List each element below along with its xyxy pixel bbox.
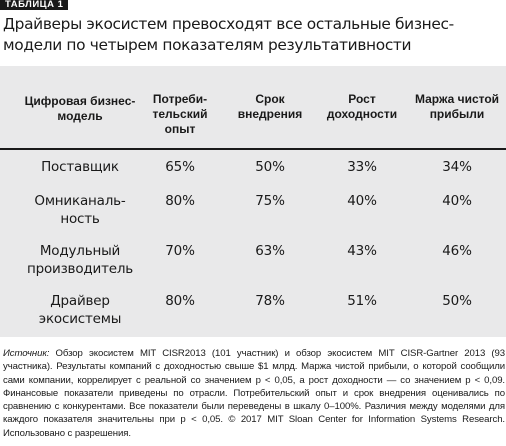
row-model-name: Драйвер экосистемы	[38, 293, 122, 327]
cell-net-margin: 50%	[442, 293, 472, 309]
row-model-name: Поставщик	[41, 159, 119, 175]
column-header-revenue-growth	[316, 92, 408, 122]
column-header-model-text: Цифровая бизнес-модель	[24, 94, 136, 123]
table-label: ТАБЛИЦА 1	[0, 0, 68, 10]
source-note	[3, 347, 505, 440]
cell-customer-experience: 80%	[165, 293, 195, 309]
cell-customer-experience: 80%	[165, 193, 195, 209]
column-header-time-to-market	[225, 92, 315, 122]
cell-revenue-growth: 43%	[347, 243, 377, 259]
cell-net-margin: 34%	[442, 159, 472, 175]
cell-time-to-market: 78%	[255, 293, 285, 309]
cell-customer-experience: 65%	[165, 159, 195, 175]
cell-revenue-growth: 40%	[347, 193, 377, 209]
source-label: Источник:	[3, 348, 50, 359]
column-header-customer-experience	[140, 92, 220, 137]
column-header-revenue-growth-text: Рост доходности	[326, 92, 398, 121]
cell-customer-experience: 70%	[165, 243, 195, 259]
table-title: Драйверы экосистем превосходят все остальные бизнес-модели по четырем показателям результативности	[3, 15, 454, 54]
source-note-text: Обзор экосистем MIT CISR2013 (101 участник) и обзор экосистем MIT CISR-Gartner 2013 (93 участника). Результаты компаний с доходностью свыше $1 млрд. Маржа чистой прибыли, о которой сообщили сами компании, коррелирует с реальной со значением p < 0,05, а рост доходности — со значением p < 0,09. Финансовые показатели приведены по отрасли. Потребительский опыт и срок внедрения оценивались по сравнению с конкурентами. Все показатели были переведены в шкалу 0–100%. Различия между моделями для каждого показателя значительны при p < 0,05. © 2017 MIT Sloan Center for Information Systems Research. Использовано с разрешения.	[3, 348, 505, 439]
cell-revenue-growth: 51%	[347, 293, 377, 309]
row-model-name: Модульный производитель	[26, 243, 134, 277]
cell-revenue-growth: 33%	[347, 159, 377, 175]
row-model-name: Омниканаль-ность	[34, 193, 126, 227]
column-header-model	[20, 94, 140, 124]
cell-time-to-market: 63%	[255, 243, 285, 259]
header-divider	[0, 148, 506, 150]
column-header-net-margin-text: Маржа чистой прибыли	[414, 92, 500, 121]
cell-time-to-market: 75%	[255, 193, 285, 209]
cell-time-to-market: 50%	[255, 159, 285, 175]
column-header-net-margin	[413, 92, 501, 122]
cell-net-margin: 40%	[442, 193, 472, 209]
column-header-time-to-market-text: Срок внедрения	[237, 92, 303, 121]
results-table	[0, 66, 506, 337]
cell-net-margin: 46%	[442, 243, 472, 259]
column-header-customer-experience-text: Потреби-тельский опыт	[152, 92, 208, 136]
